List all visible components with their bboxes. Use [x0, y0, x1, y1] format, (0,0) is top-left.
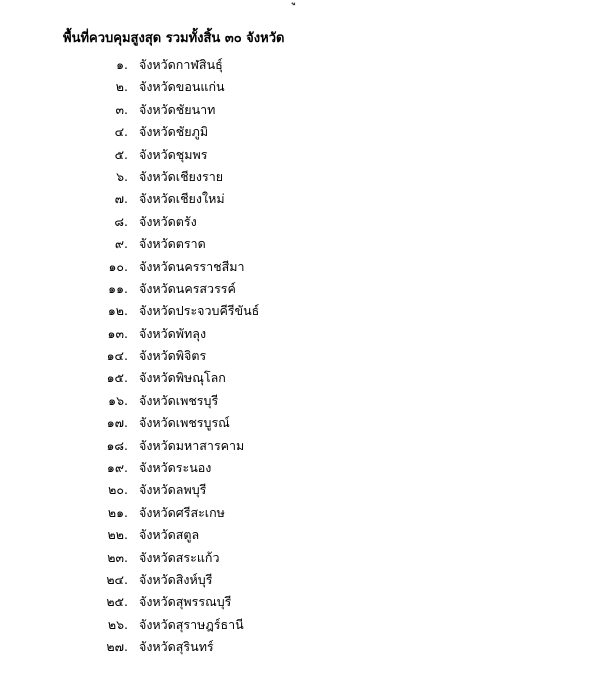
list-item: [0, 457, 603, 479]
list-item: [0, 524, 603, 546]
list-item: [0, 144, 603, 166]
list-item-number: ๒.: [115, 79, 128, 95]
list-item: [0, 300, 603, 322]
list-item: [0, 256, 603, 278]
list-item-province-name: จังหวัดชัยภูมิ: [139, 124, 209, 140]
list-item: [0, 76, 603, 98]
list-item-province-name: จังหวัดกาฬสินธุ์: [139, 57, 223, 72]
list-item: [0, 614, 603, 636]
list-item-province-name: จังหวัดตราด: [139, 236, 206, 252]
list-item: [0, 166, 603, 188]
list-item-province-name: จังหวัดลพบุรี: [139, 482, 207, 498]
list-item: [0, 547, 603, 569]
list-item-province-name: จังหวัดพัทลุง: [139, 325, 207, 341]
list-item-province-name: จังหวัดสระแก้ว: [139, 549, 220, 565]
list-item: [0, 569, 603, 591]
list-item: [0, 591, 603, 613]
province-list: [0, 54, 603, 659]
list-item-number: ๕.: [114, 146, 128, 162]
list-item-number: ๒๔.: [106, 571, 128, 587]
list-item-number: ๒๕.: [106, 594, 128, 610]
list-item-province-name: จังหวัดเพชรบุรี: [139, 392, 219, 408]
list-item-number: ๖.: [116, 168, 128, 184]
list-item-province-name: จังหวัดขอนแก่น: [139, 79, 225, 95]
list-item-province-name: จังหวัดตรัง: [139, 213, 197, 229]
list-item-number: ๑๐.: [108, 258, 128, 274]
list-item-province-name: จังหวัดนครสวรรค์: [139, 280, 236, 296]
list-item-province-name: จังหวัดสตูล: [139, 527, 200, 543]
list-item-number: ๙.: [114, 236, 128, 252]
list-item-number: ๓.: [115, 101, 128, 117]
list-item-province-name: จังหวัดพิษณุโลก: [139, 370, 226, 386]
list-item-number: ๘.: [114, 213, 128, 229]
list-item-number: ๑.: [116, 57, 128, 72]
list-item-number: ๑๖.: [108, 392, 128, 408]
list-item-number: ๑๙.: [106, 460, 128, 476]
list-item-province-name: จังหวัดเชียงราย: [139, 168, 224, 184]
list-item-province-name: จังหวัดระนอง: [139, 460, 212, 476]
list-item-number: ๗.: [114, 191, 128, 207]
list-item-number: ๒๗.: [106, 639, 128, 655]
list-item-province-name: จังหวัดสุพรรณบุรี: [139, 594, 232, 610]
list-item-province-name: จังหวัดสิงห์บุรี: [139, 571, 213, 587]
list-item: [0, 278, 603, 300]
list-item-number: ๑๔.: [106, 348, 128, 364]
list-item: [0, 121, 603, 143]
list-item: [0, 367, 603, 389]
list-item-province-name: จังหวัดนครราชสีมา: [139, 258, 245, 274]
list-item: [0, 502, 603, 524]
list-item: [0, 188, 603, 210]
list-item: [0, 390, 603, 412]
list-item-number: ๑๗.: [106, 415, 128, 431]
list-item-province-name: จังหวัดศรีสะเกษ: [139, 504, 225, 520]
list-item-number: ๑๕.: [106, 370, 128, 386]
list-item-province-name: จังหวัดเชียงใหม่: [139, 191, 225, 207]
list-item: [0, 54, 603, 76]
list-item: [0, 412, 603, 434]
list-item-number: ๒๒.: [107, 527, 128, 543]
list-item-province-name: จังหวัดมหาสารคาม: [139, 437, 245, 453]
list-item-number: ๒๐.: [108, 482, 128, 498]
list-item-number: ๑๑.: [108, 280, 128, 296]
list-item-number: ๑๘.: [106, 437, 128, 453]
section-heading: พื้นที่ควบคุมสูงสุด รวมทั้งสิ้น ๓๐ จังหวัด: [63, 31, 285, 46]
list-item-province-name: จังหวัดสุรินทร์: [139, 639, 214, 655]
list-item-province-name: จังหวัดประจวบคีรีขันธ์: [139, 303, 260, 319]
list-item: [0, 345, 603, 367]
list-item-number: ๔.: [114, 124, 128, 140]
list-item: [0, 479, 603, 501]
list-item-number: ๒๑.: [107, 504, 128, 520]
list-item-number: ๒๓.: [107, 549, 128, 565]
list-item: [0, 323, 603, 345]
list-item: [0, 233, 603, 255]
list-item-province-name: จังหวัดชุมพร: [139, 146, 208, 162]
list-item: [0, 99, 603, 121]
list-item: [0, 636, 603, 658]
list-item-province-name: จังหวัดสุราษฎร์ธานี: [139, 616, 244, 632]
list-item: [0, 211, 603, 233]
list-item-number: ๑๓.: [107, 325, 128, 341]
list-item-province-name: จังหวัดพิจิตร: [139, 348, 207, 364]
list-item-province-name: จังหวัดเพชรบูรณ์: [139, 415, 230, 431]
list-item-number: ๒๖.: [107, 616, 128, 632]
list-item: [0, 435, 603, 457]
list-item-province-name: จังหวัดชัยนาท: [139, 101, 216, 117]
list-item-number: ๑๒.: [107, 303, 128, 319]
